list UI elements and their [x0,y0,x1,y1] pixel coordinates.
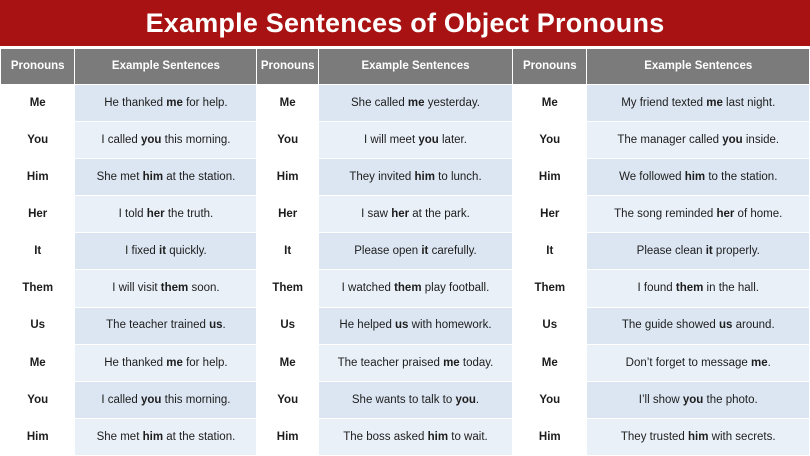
pronoun-cell: You [1,122,75,159]
example-sentence-cell: He thanked me for help. [75,85,257,122]
table-row [1,122,810,159]
pronoun-cell: Her [1,196,75,233]
column-header-sentences-2: Example Sentences [318,49,512,85]
highlighted-pronoun: it [421,245,429,258]
highlighted-pronoun: me [706,96,723,109]
column-header-sentences-1: Example Sentences [75,49,257,85]
example-sentence-cell: She met him at the station. [75,159,257,196]
pronoun-cell: Me [1,85,75,122]
table-row [1,233,810,270]
example-sentence-cell: I watched them play football. [318,270,512,307]
example-sentence-cell: She wants to talk to you. [318,381,512,418]
example-sentence-cell: The manager called you inside. [587,122,810,159]
highlighted-pronoun: you [141,393,162,406]
pronoun-cell: Them [513,270,587,307]
example-sentence-cell: I called you this morning. [75,381,257,418]
table-row [1,307,810,344]
highlighted-pronoun: me [166,356,183,369]
highlighted-pronoun: us [395,319,409,332]
highlighted-pronoun: her [391,208,410,221]
highlighted-pronoun: me [166,96,183,109]
example-sentence-cell: I’ll show you the photo. [587,381,810,418]
highlighted-pronoun: him [684,171,706,184]
pronoun-cell: Her [257,196,318,233]
pronoun-cell: Me [257,85,318,122]
example-sentence-cell: I fixed it quickly. [75,233,257,270]
example-sentence-cell: I saw her at the park. [318,196,512,233]
example-sentence-cell: They trusted him with secrets. [587,418,810,455]
example-sentence-cell: Please open it carefully. [318,233,512,270]
table-row [1,85,810,122]
highlighted-pronoun: you [682,393,704,406]
pronoun-cell: It [513,233,587,270]
highlighted-pronoun: him [414,171,435,184]
table-row [1,381,810,418]
example-sentence-cell: I found them in the hall. [587,270,810,307]
table-header-row [1,49,810,85]
highlighted-pronoun: me [407,96,425,109]
highlighted-pronoun: them [394,282,422,295]
table-row [1,418,810,455]
example-sentence-cell: We followed him to the station. [587,159,810,196]
example-sentence-cell: The teacher trained us. [75,307,257,344]
table-row [1,270,810,307]
pronoun-cell: Them [257,270,318,307]
example-sentence-cell: The teacher praised me today. [318,344,512,381]
highlighted-pronoun: you [141,133,162,146]
example-sentence-cell: Don’t forget to message me. [587,344,810,381]
example-sentence-cell: She called me yesterday. [318,85,512,122]
pronoun-cell: You [257,381,318,418]
example-sentence-cell: She met him at the station. [75,418,257,455]
highlighted-pronoun: you [418,133,439,146]
pronoun-cell: It [1,233,75,270]
highlighted-pronoun: me [443,356,460,369]
pronoun-cell: Us [1,307,75,344]
pronoun-cell: You [513,381,587,418]
pronoun-cell: You [513,122,587,159]
table-row [1,196,810,233]
pronoun-cell: Me [257,344,318,381]
example-sentence-cell: They invited him to lunch. [318,159,512,196]
highlighted-pronoun: him [688,430,709,443]
pronoun-table-container [0,48,810,456]
pronoun-cell: Us [257,307,318,344]
example-sentence-cell: My friend texted me last night. [587,85,810,122]
pronoun-cell: Me [513,85,587,122]
table-row [1,344,810,381]
highlighted-pronoun: you [455,393,476,406]
example-sentence-cell: I called you this morning. [75,122,257,159]
example-sentence-cell: The song reminded her of home. [587,196,810,233]
highlighted-pronoun: him [142,171,164,184]
pronoun-cell: Him [1,418,75,455]
highlighted-pronoun: them [675,282,704,295]
pronoun-cell: Him [257,159,318,196]
pronoun-cell: Me [1,344,75,381]
pronoun-cell: Her [513,196,587,233]
highlighted-pronoun: you [722,133,743,146]
highlighted-pronoun: me [750,356,768,369]
example-sentence-cell: The guide showed us around. [587,307,810,344]
highlighted-pronoun: us [719,319,733,332]
pronoun-cell: Him [1,159,75,196]
highlighted-pronoun: him [142,430,164,443]
column-header-pronouns-2: Pronouns [257,49,318,85]
page-title: Example Sentences of Object Pronouns [145,7,665,38]
page-title-bar [0,0,810,48]
example-sentence-cell: I will meet you later. [318,122,512,159]
highlighted-pronoun: him [427,430,449,443]
pronoun-cell: Him [257,418,318,455]
highlighted-pronoun: them [160,282,189,295]
highlighted-pronoun: her [716,208,735,221]
column-header-pronouns-3: Pronouns [513,49,587,85]
example-sentence-cell: He thanked me for help. [75,344,257,381]
example-sentence-cell: He helped us with homework. [318,307,512,344]
column-header-pronouns-1: Pronouns [1,49,75,85]
highlighted-pronoun: us [209,319,223,332]
pronoun-cell: Them [1,270,75,307]
pronoun-cell: Us [513,307,587,344]
example-sentence-cell: I told her the truth. [75,196,257,233]
highlighted-pronoun: it [159,245,167,258]
table-body [1,85,810,456]
pronoun-cell: You [1,381,75,418]
pronoun-cell: It [257,233,318,270]
table-row [1,159,810,196]
column-header-sentences-3: Example Sentences [587,49,810,85]
pronoun-cell: Him [513,159,587,196]
pronoun-cell: Him [513,418,587,455]
pronoun-cell: Me [513,344,587,381]
highlighted-pronoun: her [146,208,165,221]
highlighted-pronoun: it [705,245,713,258]
example-sentence-cell: The boss asked him to wait. [318,418,512,455]
example-sentence-cell: I will visit them soon. [75,270,257,307]
pronoun-cell: You [257,122,318,159]
example-sentence-cell: Please clean it properly. [587,233,810,270]
pronoun-examples-table [0,48,810,456]
